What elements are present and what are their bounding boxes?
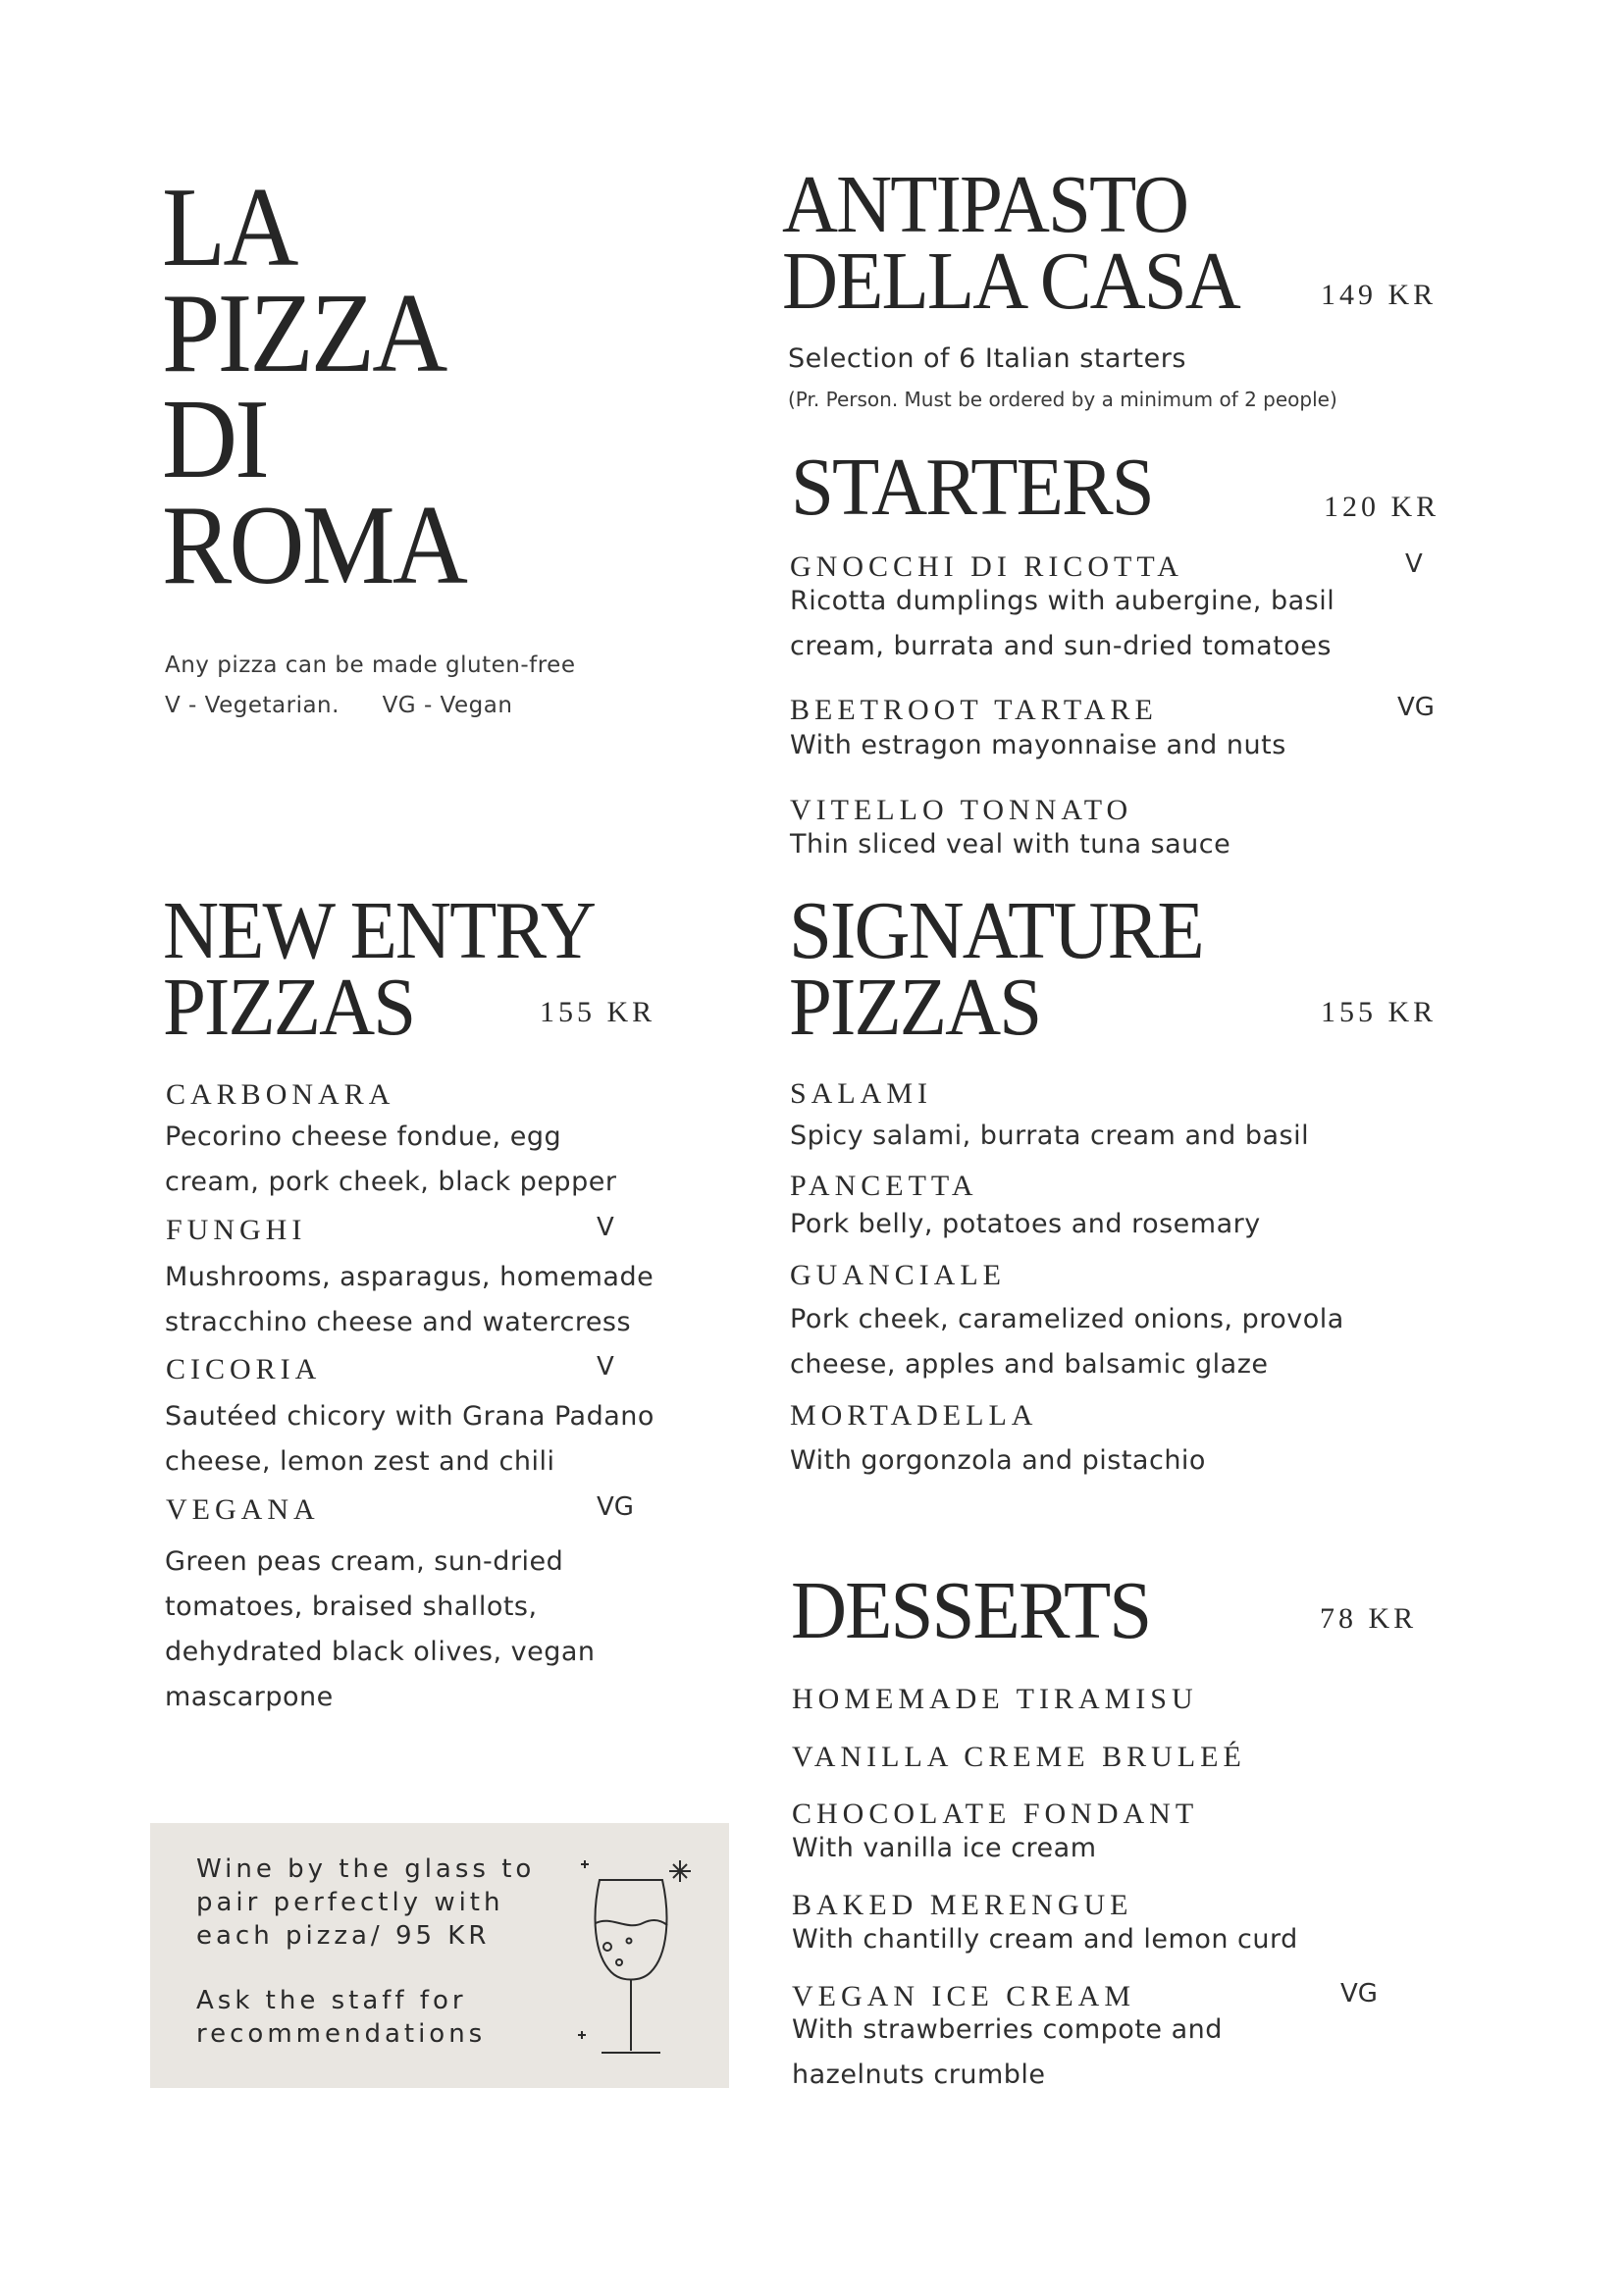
desc-line: Pecorino cheese fondue, egg <box>165 1122 562 1152</box>
desc-line: Ricotta dumplings with aubergine, basil <box>790 586 1335 616</box>
desc-line: cream, pork cheek, black pepper <box>165 1167 617 1197</box>
desc-line: mascarpone <box>165 1682 334 1712</box>
desc-line: tomatoes, braised shallots, <box>165 1592 538 1622</box>
wine-line: each pizza/ 95 KR <box>196 1921 491 1951</box>
desc-line: With strawberries compote and <box>792 2014 1223 2045</box>
pizza-description <box>165 1115 616 1205</box>
antipasto-price: 149 KR <box>1321 279 1438 311</box>
wine-glass-icon <box>572 1847 700 2072</box>
dessert-description: With vanilla ice cream <box>792 1833 1097 1863</box>
diet-legend <box>165 686 575 726</box>
section-title-line: PIZZAS <box>789 962 1041 1053</box>
desserts-price: 78 KR <box>1320 1602 1418 1635</box>
section-title-line: DELLA CASA <box>782 235 1239 327</box>
pizza-name: CARBONARA <box>166 1078 395 1111</box>
antipasto-description: Selection of 6 Italian starters <box>788 343 1186 374</box>
vegetarian-legend: V - Vegetarian. <box>165 693 340 718</box>
antipasto-title <box>782 159 1269 327</box>
section-title-line: SIGNATURE <box>789 885 1203 976</box>
pizza-name: SALAMI <box>790 1077 933 1110</box>
starter-description <box>790 579 1334 669</box>
diet-tag: VG <box>1340 1979 1378 2009</box>
pizza-name: FUNGHI <box>166 1214 307 1246</box>
wine-line: Wine by the glass to <box>196 1854 536 1884</box>
restaurant-title <box>162 165 492 608</box>
pizza-description: Spicy salami, burrata cream and basil <box>790 1121 1310 1151</box>
title-line: ROMA <box>162 483 466 608</box>
section-title-line: PIZZAS <box>163 962 415 1053</box>
starter-name: GNOCCHI DI RICOTTA <box>790 550 1183 583</box>
diet-tag: V <box>1405 549 1423 579</box>
diet-tag: V <box>597 1352 614 1382</box>
diet-tag: VG <box>1397 693 1435 722</box>
desc-line: Pork cheek, caramelized onions, provola <box>790 1304 1344 1334</box>
new-entry-price: 155 KR <box>540 996 656 1028</box>
pizza-description <box>165 1394 654 1485</box>
desc-line: Green peas cream, sun-dried <box>165 1546 564 1577</box>
starters-price: 120 KR <box>1324 491 1440 523</box>
title-line: LA <box>162 165 296 290</box>
signature-title <box>789 885 1230 1053</box>
pizza-name: VEGANA <box>166 1493 320 1526</box>
starter-name: VITELLO TONNATO <box>790 794 1133 826</box>
signature-price: 155 KR <box>1321 996 1438 1028</box>
desc-line: cheese, apples and balsamic glaze <box>790 1349 1269 1380</box>
pizza-name: CICORIA <box>166 1353 322 1385</box>
wine-line: recommendations <box>196 2019 487 2049</box>
wine-line: Ask the staff for <box>196 1986 467 2015</box>
starters-title: STARTERS <box>791 442 1153 533</box>
wine-offer-text <box>196 1852 535 1953</box>
starter-description: Thin sliced veal with tuna sauce <box>790 829 1231 860</box>
dessert-name: VANILLA CREME BRULEÉ <box>792 1741 1246 1773</box>
desc-line: hazelnuts crumble <box>792 2060 1046 2090</box>
gluten-free-note: Any pizza can be made gluten-free <box>165 652 576 678</box>
title-line: PIZZA <box>162 271 445 396</box>
diet-tag: V <box>597 1213 614 1242</box>
pizza-description <box>165 1539 596 1720</box>
dessert-name: VEGAN ICE CREAM <box>792 1980 1135 2012</box>
section-title-line: ANTIPASTO <box>782 159 1188 250</box>
desc-line: cheese, lemon zest and chili <box>165 1446 555 1477</box>
pizza-description: With gorgonzola and pistachio <box>790 1445 1206 1476</box>
dessert-description: With chantilly cream and lemon curd <box>792 1924 1298 1955</box>
pizza-name: PANCETTA <box>790 1170 978 1202</box>
antipasto-note: (Pr. Person. Must be ordered by a minimum of 2 people) <box>788 388 1337 411</box>
desc-line: dehydrated black olives, vegan <box>165 1637 596 1667</box>
pizza-name: GUANCIALE <box>790 1259 1006 1291</box>
desc-line: stracchino cheese and watercress <box>165 1307 632 1337</box>
desserts-title: DESSERTS <box>791 1565 1151 1656</box>
dessert-description <box>792 2008 1223 2098</box>
desc-line: cream, burrata and sun-dried tomatoes <box>790 631 1332 661</box>
wine-promo-box <box>150 1823 729 2088</box>
vegan-legend: VG - Vegan <box>382 693 513 718</box>
pizza-description <box>790 1297 1344 1387</box>
wine-line: pair perfectly with <box>196 1888 504 1917</box>
desc-line: Sautéed chicory with Grana Padano <box>165 1401 654 1432</box>
pizza-name: MORTADELLA <box>790 1399 1038 1432</box>
dessert-name: BAKED MERENGUE <box>792 1889 1133 1921</box>
dessert-name: CHOCOLATE FONDANT <box>792 1798 1199 1830</box>
starter-name: BEETROOT TARTARE <box>790 694 1158 726</box>
pizza-description <box>165 1255 654 1345</box>
menu-notes <box>165 646 575 726</box>
pizza-description: Pork belly, potatoes and rosemary <box>790 1209 1261 1239</box>
section-title-line: NEW ENTRY <box>163 885 595 976</box>
wine-staff-text <box>196 1984 486 2051</box>
desc-line: Mushrooms, asparagus, homemade <box>165 1262 654 1292</box>
starter-description: With estragon mayonnaise and nuts <box>790 730 1286 760</box>
diet-tag: VG <box>597 1492 634 1522</box>
dessert-name: HOMEMADE TIRAMISU <box>792 1683 1198 1715</box>
title-line: DI <box>162 377 268 502</box>
